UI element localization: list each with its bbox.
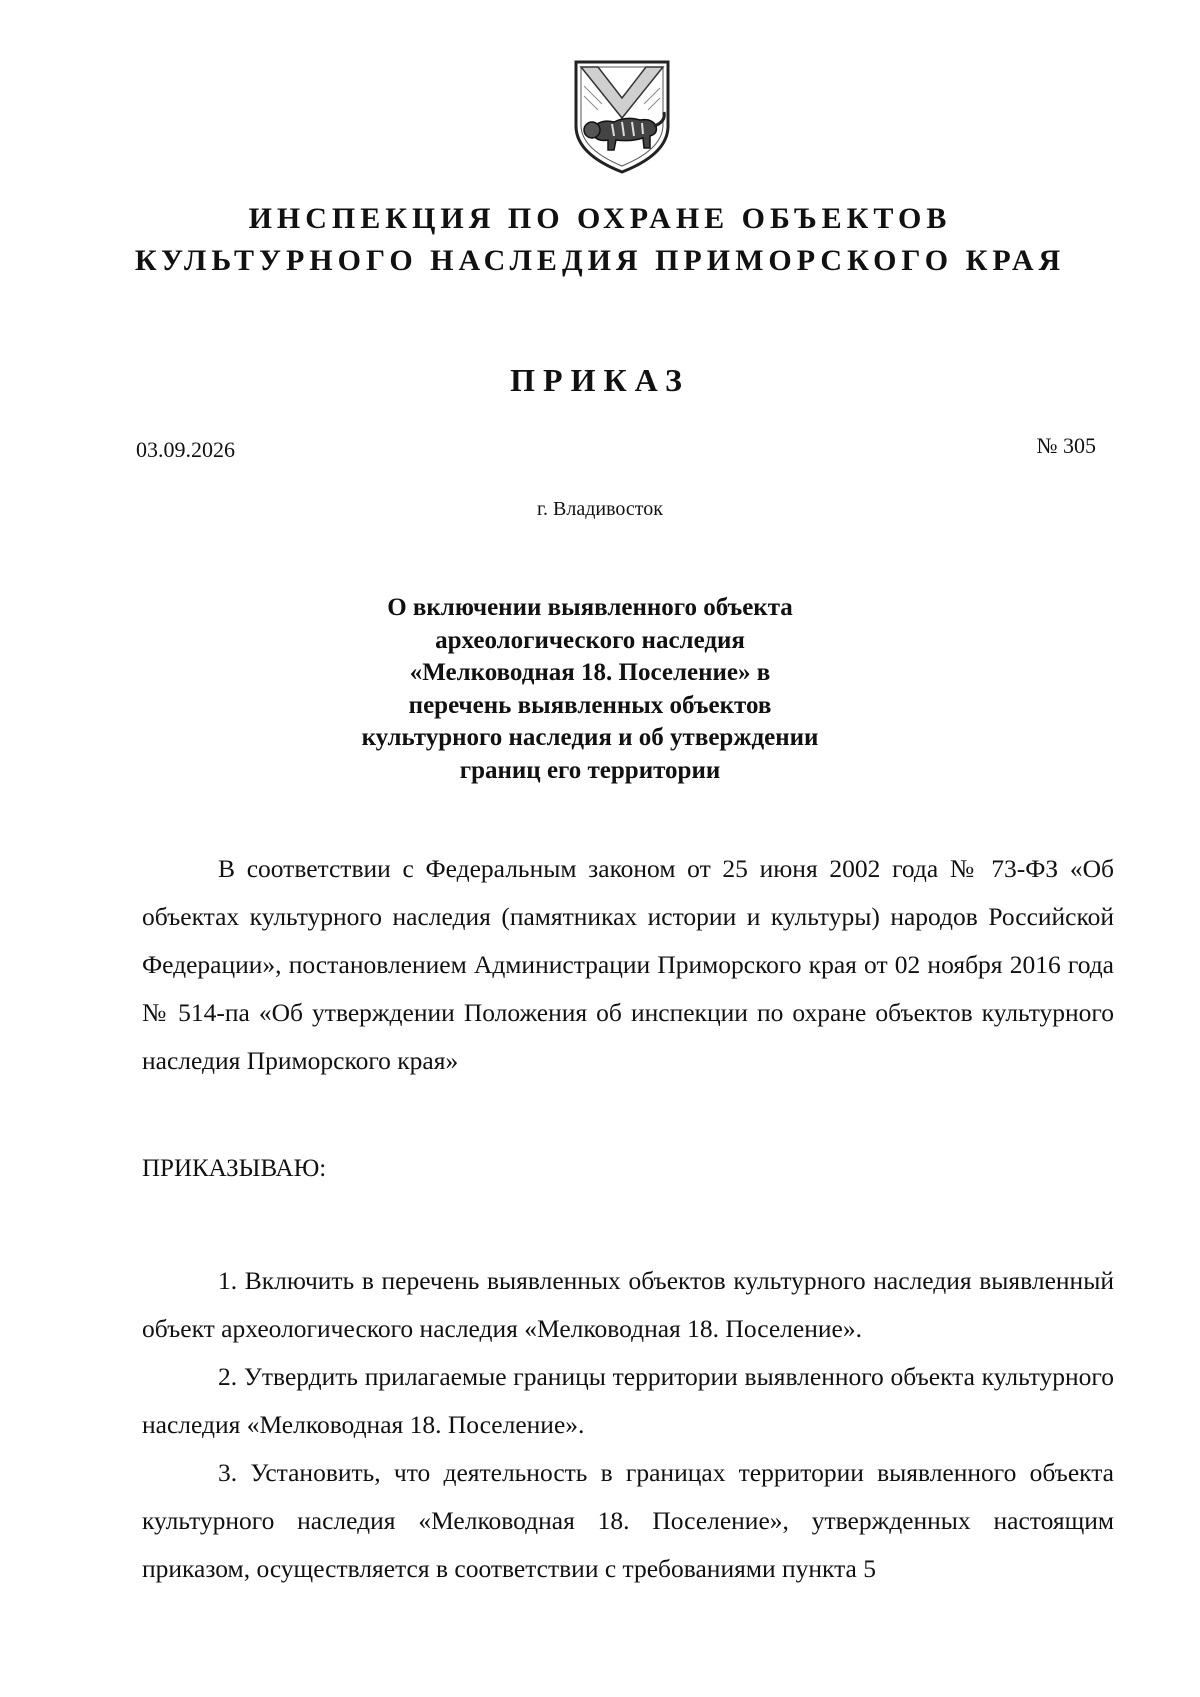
organization-name-line-1: ИНСПЕКЦИЯ ПО ОХРАНЕ ОБЪЕКТОВ: [248, 202, 952, 235]
order-subject: [300, 592, 880, 787]
order-date: 03.09.2026: [136, 437, 235, 462]
order-number: № 305: [1036, 433, 1096, 458]
order-directive-word: ПРИКАЗЫВАЮ:: [142, 1155, 327, 1182]
document-title: ПРИКАЗ: [510, 362, 690, 398]
order-item-2: 2. Утвердить прилагаемые границы территории выявленного объекта культурного наследия «Мелководная 18. Поселение».: [142, 1362, 1114, 1439]
subject-line: археологического наследия: [435, 626, 745, 654]
subject-line: границ его территории: [459, 756, 721, 784]
subject-line: О включении выявленного объекта: [387, 594, 793, 621]
preamble-paragraph: В соответствии с Федеральным законом от 25 июня 2002 года № 73-ФЗ «Об объектах культурного наследия (памятниках истории и культуры) народов Российской Федерации», постановлением Администрации Приморского края от 02 ноября 2016 года № 514-па «Об утверждении Положения об инспекции по охране объектов культурного наследия Приморского края»: [142, 854, 1114, 1075]
organization-name-line-2: КУЛЬТУРНОГО НАСЛЕДИЯ ПРИМОРСКОГО КРАЯ: [134, 244, 1066, 277]
coat-of-arms-tiger-icon: [568, 56, 676, 176]
subject-line: перечень выявленных объектов: [408, 691, 772, 719]
subject-line: культурного наследия и об утверждении: [361, 724, 819, 751]
order-city: г. Владивосток: [537, 498, 663, 520]
subject-line: «Мелководная 18. Поселение» в: [409, 659, 771, 686]
order-item-3: 3. Установить, что деятельность в границах территории выявленного объекта культурного наследия «Мелководная 18. Поселение», утвержденных настоящим приказом, осуществляется в соответствии с требованиями пункта 5: [142, 1458, 1114, 1583]
order-item-1: 1. Включить в перечень выявленных объектов культурного наследия выявленный объект археологического наследия «Мелководная 18. Поселение».: [142, 1266, 1114, 1343]
